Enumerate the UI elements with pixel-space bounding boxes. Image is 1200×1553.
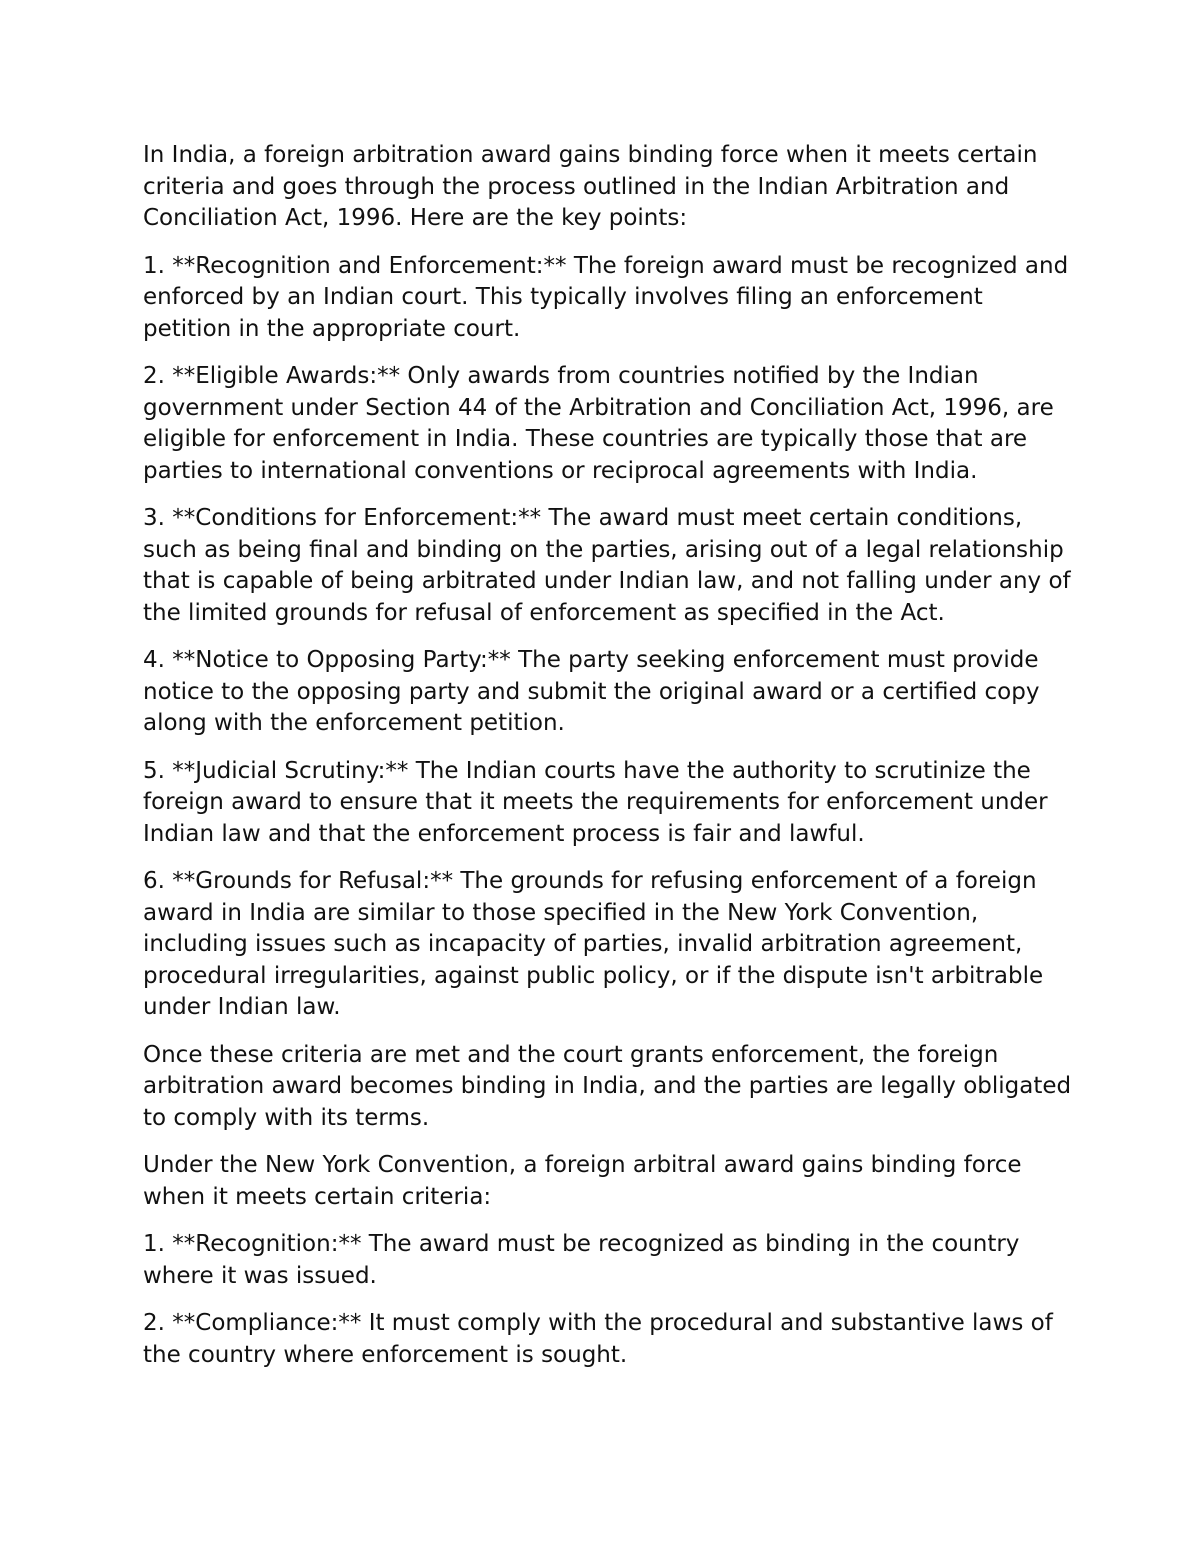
ny-point-compliance: 2. **Compliance:** It must comply with the procedural and substantive laws of the country where enforcement is sought. <box>143 1310 1053 1368</box>
document-body <box>143 140 1073 1387</box>
ny-point-recognition: 1. **Recognition:** The award must be recognized as binding in the country where it was issued. <box>143 1231 1020 1289</box>
intro-paragraph: In India, a foreign arbitration award gains binding force when it meets certain criteria and goes through the process outlined in the Indian Arbitration and Conciliation Act, 1996. Here are the key points: <box>143 142 1038 231</box>
point-grounds-refusal: 6. **Grounds for Refusal:** The grounds for refusing enforcement of a foreign award in India are similar to those specified in the New York Convention, including issues such as incapacity of parties, invalid arbitration agreement, procedural irregularities, against public policy, or if the dispute isn't arbitrable under Indian law. <box>143 868 1044 1020</box>
point-judicial-scrutiny: 5. **Judicial Scrutiny:** The Indian courts have the authority to scrutinize the foreign award to ensure that it meets the requirements for enforcement under Indian law and that the enforcement process is fair and lawful. <box>143 757 1048 847</box>
point-eligible-awards: 2. **Eligible Awards:** Only awards from countries notified by the Indian government under Section 44 of the Arbitration and Conciliation Act, 1996, are eligible for enforcement in India. These countries are typically those that are parties to international conventions or reciprocal agreements with India. <box>143 363 1054 484</box>
point-conditions-enforcement: 3. **Conditions for Enforcement:** The award must meet certain conditions, such as being final and binding on the parties, arising out of a legal relationship that is capable of being arbitrated under Indian law, and not falling under any of the limited grounds for refusal of enforcement as specified in the Act. <box>143 505 1071 626</box>
new-york-intro-paragraph: Under the New York Convention, a foreign arbitral award gains binding force when it meets certain criteria: <box>143 1152 1022 1210</box>
point-recognition-enforcement: 1. **Recognition and Enforcement:** The foreign award must be recognized and enforced by an Indian court. This typically involves filing an enforcement petition in the appropriate court. <box>143 252 1069 342</box>
point-notice-opposing-party: 4. **Notice to Opposing Party:** The party seeking enforcement must provide notice to the opposing party and submit the original award or a certified copy along with the enforcement petition. <box>143 647 1040 736</box>
conclusion-paragraph: Once these criteria are met and the court grants enforcement, the foreign arbitration award becomes binding in India, and the parties are legally obligated to comply with its terms. <box>143 1041 1072 1131</box>
